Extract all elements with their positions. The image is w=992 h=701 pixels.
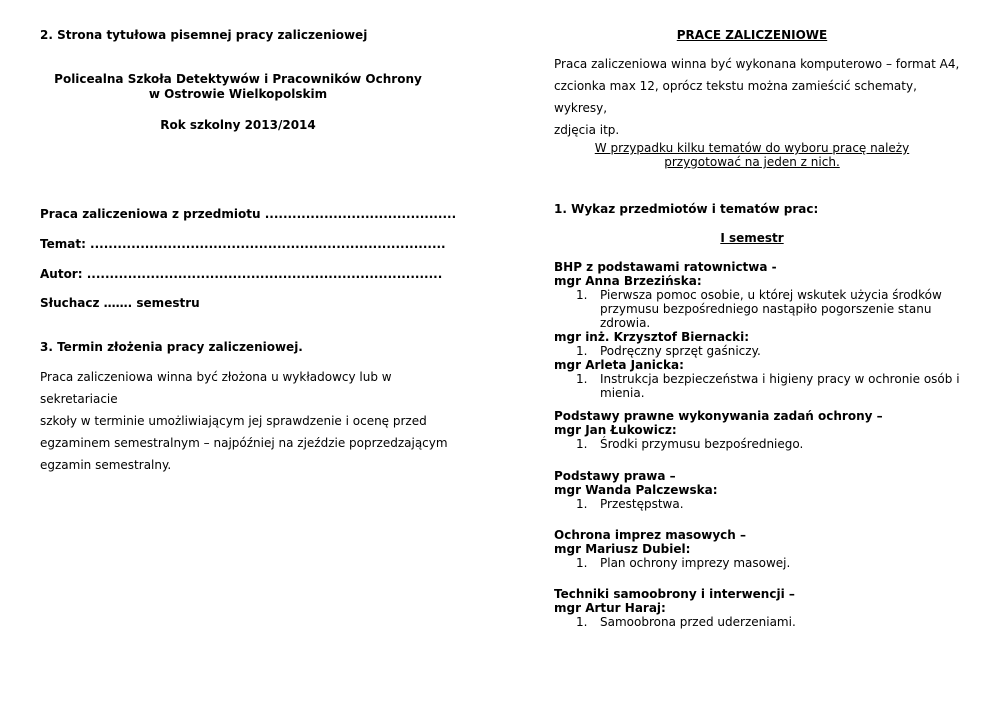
- list-item: [554, 437, 964, 451]
- subject-bhp: [554, 260, 964, 400]
- teacher-name: mgr Artur Haraj:: [554, 601, 666, 615]
- subject-title: Techniki samoobrony i interwencji –: [554, 587, 795, 601]
- teacher-name: mgr Wanda Palczewska:: [554, 483, 718, 497]
- list-item: [554, 372, 964, 400]
- intro-paragraph: [554, 53, 964, 141]
- subject-title: Ochrona imprez masowych –: [554, 528, 746, 542]
- intro-line: zdjęcia itp.: [554, 123, 620, 137]
- teacher-name: mgr Mariusz Dubiel:: [554, 542, 691, 556]
- field-student: Słuchacz ……. semestru: [40, 296, 200, 310]
- subject-title: Podstawy prawne wykonywania zadań ochrony –: [554, 409, 883, 423]
- subject-self-defense: [554, 587, 964, 629]
- list-text: Środki przymusu bezpośredniego.: [600, 437, 804, 451]
- page-title: PRACE ZALICZENIOWE: [676, 28, 828, 42]
- list-text: Samoobrona przed uderzeniami.: [600, 615, 796, 629]
- subject-title: BHP z podstawami ratownictwa -: [554, 260, 777, 274]
- list-text: Instrukcja bezpieczeństwa i higieny pracy w ochronie osób i: [600, 372, 960, 386]
- subject-title: Podstawy prawa –: [554, 469, 676, 483]
- section3-line: egzaminem semestralnym – najpóźniej na zjeździe poprzedzającym: [40, 436, 448, 450]
- list-item: [554, 556, 964, 570]
- list-text: mienia.: [600, 386, 645, 400]
- list-text: Pierwsza pomoc osobie, u której wskutek użycia środków: [600, 288, 942, 302]
- teacher-name: mgr Arleta Janicka:: [554, 358, 684, 372]
- subject-law-basics: [554, 469, 964, 511]
- list-text: Przestępstwa.: [600, 497, 684, 511]
- field-subject: Praca zaliczeniowa z przedmiotu ..........................................: [40, 207, 457, 221]
- list-item: [554, 615, 964, 629]
- semester-heading: I semestr: [720, 231, 784, 245]
- school-name-line2: w Ostrowie Wielkopolskim: [148, 87, 328, 101]
- section3-paragraph: [40, 366, 460, 476]
- subject-legal-protection: [554, 409, 964, 451]
- note-line2: przygotować na jeden z nich.: [664, 155, 840, 169]
- note-line1: W przypadku kilku tematów do wyboru pracę należy: [594, 141, 910, 155]
- section3-line: egzamin semestralny.: [40, 458, 172, 472]
- list-text: Plan ochrony imprezy masowej.: [600, 556, 791, 570]
- subject-mass-events: [554, 528, 964, 570]
- list-number: 1.: [576, 437, 588, 451]
- school-year: Rok szkolny 2013/2014: [160, 118, 316, 132]
- section3-line: Praca zaliczeniowa winna być złożona u wykładowcy lub w sekretariacie: [40, 370, 392, 406]
- teacher-name: mgr Anna Brzezińska:: [554, 274, 702, 288]
- section2-title: 2. Strona tytułowa pisemnej pracy zaliczeniowej: [40, 28, 368, 42]
- list-number: 1.: [576, 344, 588, 358]
- list-number: 1.: [576, 556, 588, 570]
- list-item: [554, 288, 964, 330]
- list-number: 1.: [576, 497, 588, 511]
- intro-line: czcionka max 12, oprócz tekstu można zamieścić schematy, wykresy,: [554, 79, 917, 115]
- teacher-name: mgr Jan Łukowicz:: [554, 423, 677, 437]
- list-item: [554, 497, 964, 511]
- intro-line: Praca zaliczeniowa winna być wykonana komputerowo – format A4,: [554, 57, 960, 71]
- school-name-line1: Policealna Szkoła Detektywów i Pracowników Ochrony: [54, 72, 422, 86]
- list-number: 1.: [576, 615, 588, 629]
- note: [554, 141, 950, 169]
- list-text: Podręczny sprzęt gaśniczy.: [600, 344, 761, 358]
- list-item: [554, 344, 964, 358]
- field-topic: Temat: ..............................................................................: [40, 237, 446, 251]
- list-number: 1.: [576, 372, 588, 386]
- section3-title: 3. Termin złożenia pracy zaliczeniowej.: [40, 340, 303, 354]
- teacher-name: mgr inż. Krzysztof Biernacki:: [554, 330, 750, 344]
- section1-title: 1. Wykaz przedmiotów i tematów prac:: [554, 202, 819, 216]
- section3-line: szkoły w terminie umożliwiającym jej sprawdzenie i ocenę przed: [40, 414, 427, 428]
- list-number: 1.: [576, 288, 588, 302]
- list-text: przymusu bezpośredniego nastąpiło pogorszenie stanu zdrowia.: [600, 302, 932, 330]
- field-author: Autor: ..............................................................................: [40, 267, 443, 281]
